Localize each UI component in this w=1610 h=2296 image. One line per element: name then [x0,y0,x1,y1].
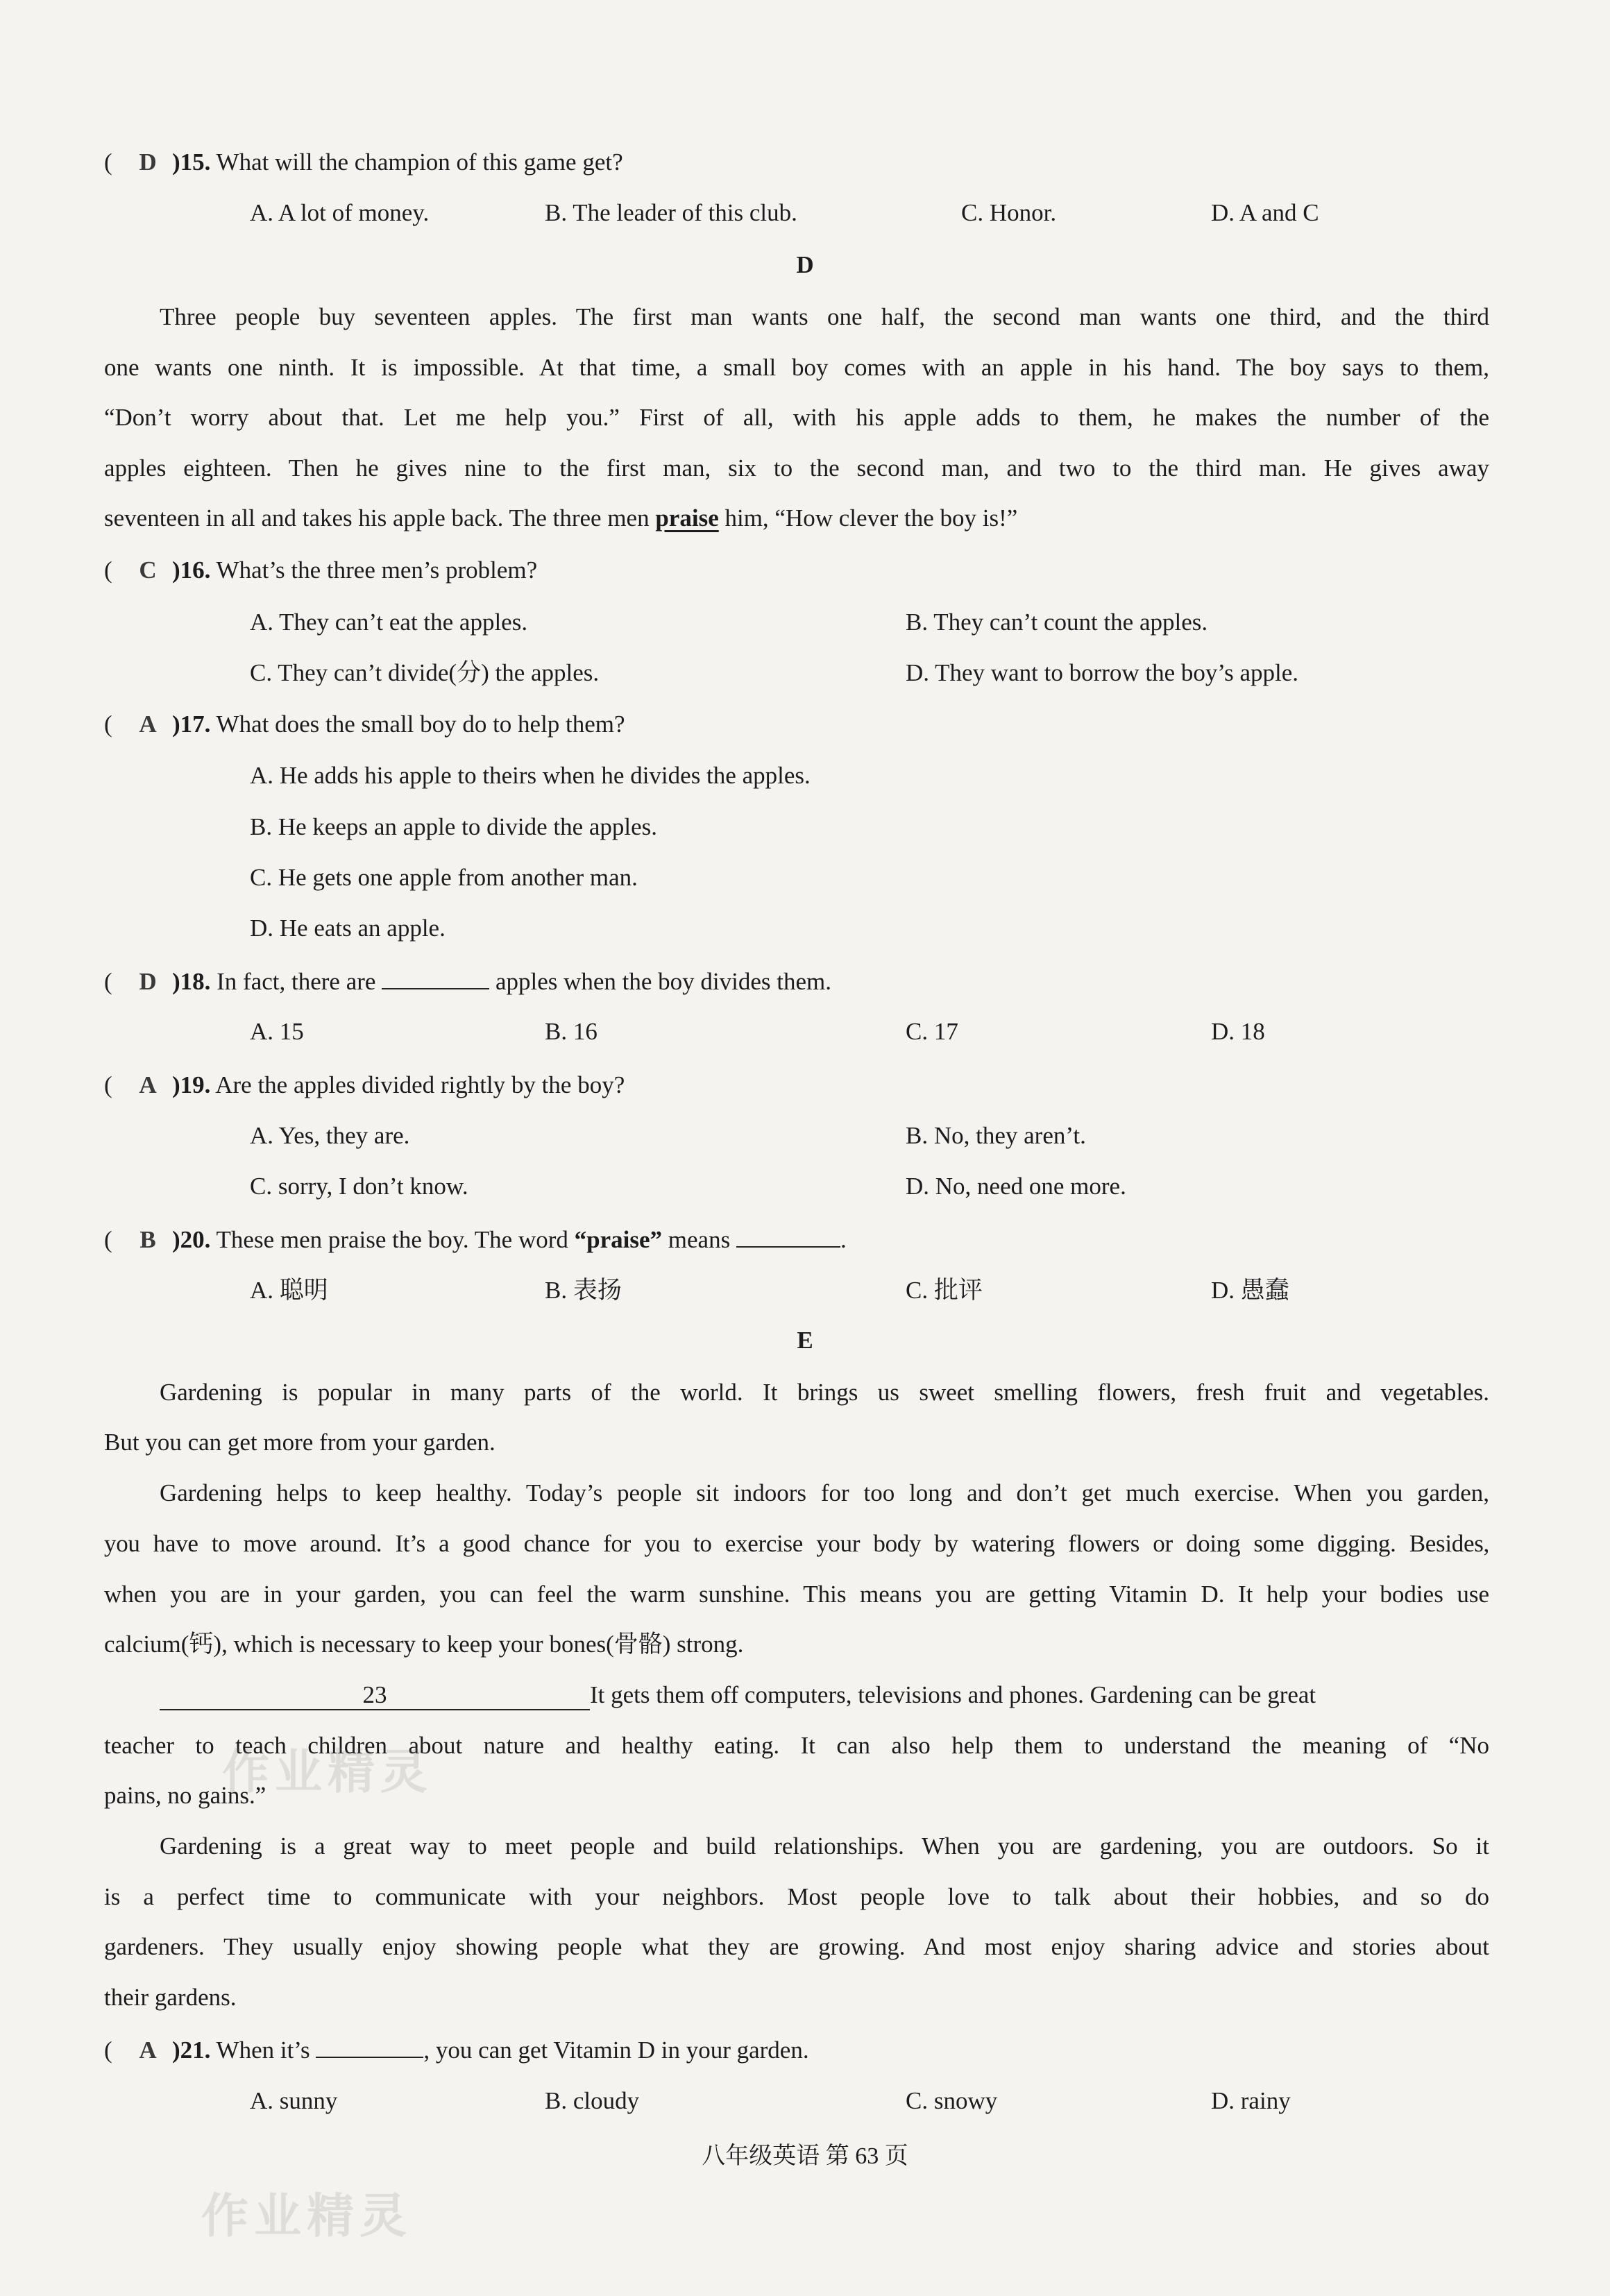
passage-e-line: their gardens. [104,1984,237,2011]
question-19: ( A )19. Are the apples divided rightly by the boy? [104,1070,625,1100]
passage-e-line: is a perfect time to communicate with your neighbors. Most people love to talk about their hobbies, and so do [104,1883,1489,1910]
passage-e-line: calcium(钙), which is necessary to keep your bones(骨骼) strong. [104,1631,744,1658]
passage-e-line: gardeners. They usually enjoy showing people what they are growing. And most enjoy sharing advice and stories about [104,1933,1489,1960]
option-16d: D. They want to borrow the boy’s apple. [906,659,1299,686]
option-15b: B. The leader of this club. [545,199,797,226]
option-20a: A. 聪明 [250,1277,328,1304]
answer-18: D [139,968,157,995]
passage-e-line: pains, no gains.” [104,1782,266,1809]
option-18d: D. 18 [1211,1018,1265,1045]
passage-e-line: 23 It gets them off computers, televisions and phones. Gardening can be great [160,1680,1489,1710]
option-19b: B. No, they aren’t. [906,1122,1086,1149]
passage-d-line: “Don’t worry about that. Let me help you.” First of all, with his apple adds to them, he makes the number of the [104,404,1489,431]
option-17b: B. He keeps an apple to divide the apples. [250,813,658,840]
option-18b: B. 16 [545,1018,598,1045]
answer-20: B [139,1226,156,1253]
watermark: 作业精灵 [201,2189,413,2244]
passage-d-line: seventeen in all and takes his apple back. The three men praise him, “How clever the boy is!” [104,504,1018,532]
option-18a: A. 15 [250,1018,304,1045]
answer-blank [382,967,489,989]
passage-d-line: apples eighteen. Then he gives nine to the first man, six to the second man, and two to the third man. He gives away [104,454,1489,482]
passage-e-line: Gardening helps to keep healthy. Today’s people sit indoors for too long and don’t get much exercise. When you garden, [160,1479,1489,1506]
passage-e-line: teacher to teach children about nature and healthy eating. It can also help them to understand the meaning of “No [104,1732,1489,1759]
option-21b: B. cloudy [545,2087,640,2114]
passage-d-line: Three people buy seventeen apples. The first man wants one half, the second man wants one third, and the third [160,303,1489,330]
answer-17: A [139,711,157,738]
passage-d-line: one wants one ninth. It is impossible. At that time, a small boy comes with an apple in his hand. The boy says to them, [104,354,1489,381]
option-17c: C. He gets one apple from another man. [250,864,638,891]
answer-16: C [139,556,157,584]
option-15d: D. A and C [1211,199,1319,226]
answer-15: D [139,148,157,176]
gap-23: 23 [160,1681,590,1710]
question-21: ( A )21. When it’s , you can get Vitamin D in your garden. [104,2035,809,2066]
answer-blank [316,2036,423,2058]
option-21c: C. snowy [906,2087,998,2114]
watermark: 作业精灵 [222,1745,434,1800]
option-19a: A. Yes, they are. [250,1122,410,1149]
passage-e-line: you have to move around. It’s a good chance for you to exercise your body by watering flowers or doing some digging. Besides, [104,1530,1489,1557]
option-17d: D. He eats an apple. [250,915,446,942]
question-17: ( A )17. What does the small boy do to help them? [104,709,625,740]
option-16a: A. They can’t eat the apples. [250,609,528,636]
question-20: ( B )20. These men praise the boy. The word “praise” means . [104,1225,847,1255]
option-15c: C. Honor. [961,199,1057,226]
option-20b: B. 表扬 [545,1277,622,1304]
passage-e-line: Gardening is popular in many parts of the world. It brings us sweet smelling flowers, fresh fruit and vegetables. [160,1379,1489,1406]
page-footer: 八年级英语 第 63 页 [702,2143,908,2169]
option-19c: C. sorry, I don’t know. [250,1173,468,1200]
answer-19: A [139,1071,157,1098]
passage-e-line: Gardening is a great way to meet people and build relationships. When you are gardening, you are outdoors. So it [160,1832,1489,1860]
option-19d: D. No, need one more. [906,1173,1126,1200]
option-16c: C. They can’t divide(分) the apples. [250,659,600,686]
option-20c: C. 批评 [906,1277,983,1304]
option-20d: D. 愚蠢 [1211,1277,1289,1304]
keyword-praise: praise [655,504,719,532]
answer-blank [736,1225,840,1248]
option-21a: A. sunny [250,2087,338,2114]
question-18: ( D )18. In fact, there are apples when the boy divides them. [104,967,831,997]
option-18c: C. 17 [906,1018,958,1045]
section-d-heading: D [796,251,814,278]
passage-e-line: But you can get more from your garden. [104,1429,495,1456]
answer-21: A [139,2036,157,2064]
option-17a: A. He adds his apple to theirs when he divides the apples. [250,762,811,789]
question-15: ( D )15. What will the champion of this game get? [104,147,623,178]
passage-e-line: when you are in your garden, you can feel the warm sunshine. This means you are getting Vitamin D. It help your bodies use [104,1581,1489,1608]
option-15a: A. A lot of money. [250,199,430,226]
option-16b: B. They can’t count the apples. [906,609,1208,636]
section-e-heading: E [797,1327,813,1354]
option-21d: D. rainy [1211,2087,1291,2114]
question-16: ( C )16. What’s the three men’s problem? [104,555,537,586]
